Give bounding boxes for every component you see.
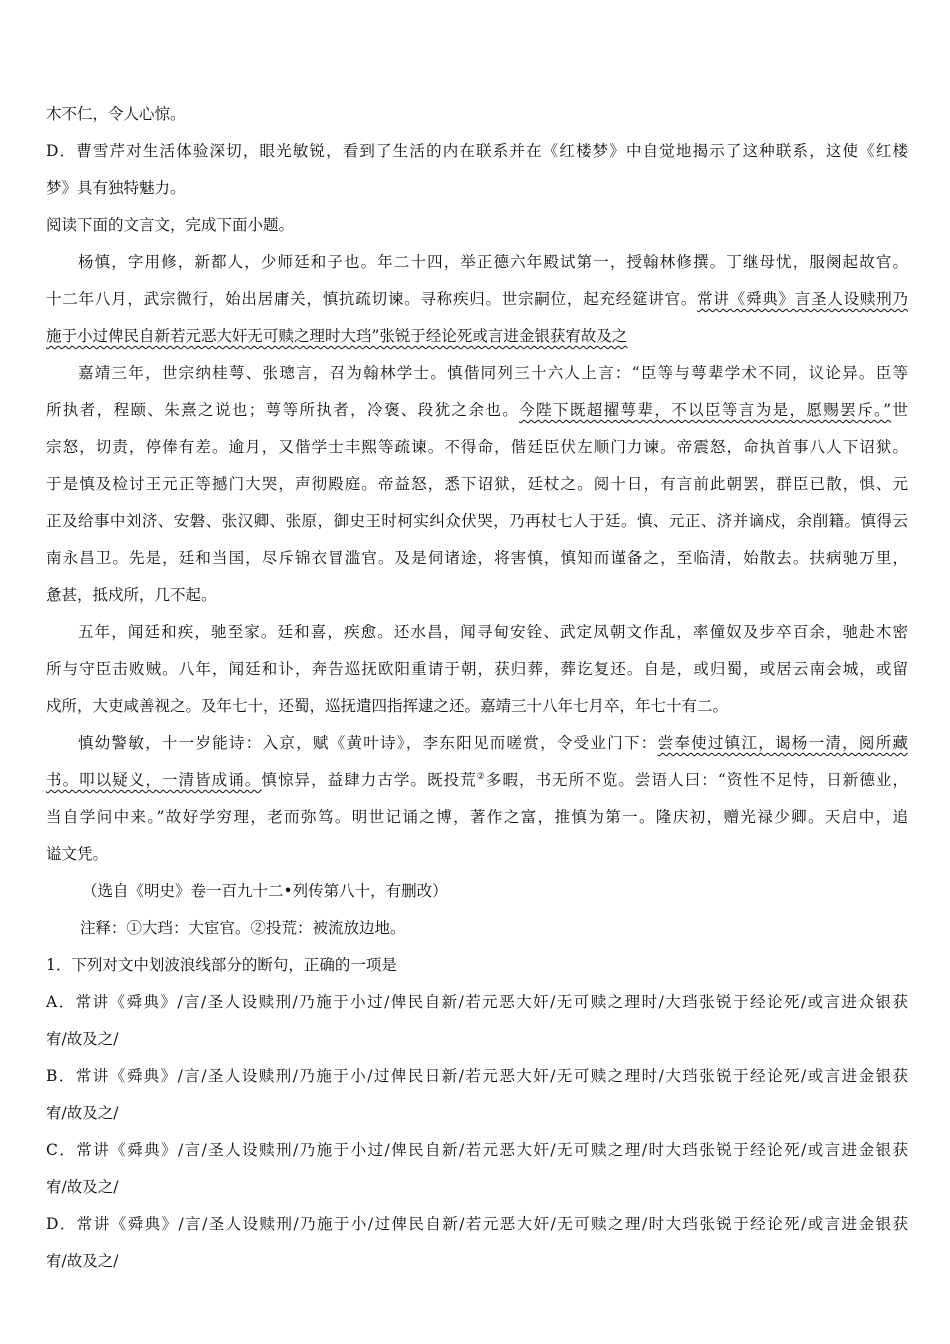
wavy-underlined-text: 书。叩以疑义，一清皆成诵。	[46, 771, 262, 789]
passage-text: 慎惊异，益肆力古学。既投荒	[261, 771, 477, 789]
reading-instruction: 阅读下面的文言文，完成下面小题。	[46, 216, 295, 234]
passage-paragraph-4	[46, 725, 908, 873]
footnotes: 注释：①大珰：大宦官。②投荒：被流放边地。	[80, 919, 406, 937]
passage-paragraph-2	[46, 355, 908, 614]
passage-line: 南永昌卫。先是，廷和当国，尽斥锦衣冒滥官。及是伺诸途，将害慎，慎知而谨备之，至临清，始散去。扶病驰万里，	[46, 549, 908, 567]
passage-line: 当自学问中来。”故好学穷理，老而弥笃。明世记诵之博，著作之富，推慎为第一。隆庆初，赠光禄少卿。天启中，追	[46, 808, 908, 826]
prev-option-c-tail: 木不仁，令人心惊。	[46, 105, 186, 123]
passage-line	[46, 318, 908, 355]
answer-option-c	[46, 1132, 908, 1206]
passage-line: 嘉靖三年，世宗纳桂萼、张璁言，召为翰林学士。慎偕同列三十六人上言：“臣等与萼辈学术不同，议论异。臣等	[78, 364, 908, 382]
passage-paragraph-3	[46, 614, 908, 725]
passage-text: 慎幼警敏，十一岁能诗：入京，赋《黄叶诗》，李东阳见而嗟赏，令受业门下：	[78, 734, 658, 752]
passage-line: 谥文凭。	[46, 845, 109, 863]
passage-line: 于是慎及检讨王元正等撼门大哭，声彻殿庭。帝益怒，悉下诏狱，廷杖之。阅十日，有言前此朝罢，群臣已散，惧、元	[46, 475, 908, 493]
answer-option-b	[46, 1058, 908, 1132]
option-line: 宥/故及之/	[46, 1252, 119, 1270]
footnote-marker: ②	[476, 772, 486, 782]
option-line: D．常讲《舜典》/言/圣人设赎刑/乃施于小/过俾民自新/若元恶大奸/无可赎之理/时大珰张锐于经论死/或言进金银获	[46, 1215, 908, 1233]
document-page	[46, 96, 908, 1280]
wavy-underlined-text: 今陛下既超擢萼辈，不以臣等言为是，愿赐罢斥。”	[519, 401, 892, 419]
option-line: 宥/故及之/	[46, 1104, 119, 1122]
option-line: B．常讲《舜典》/言/圣人设赎刑/乃施于小/过俾民日新/若元恶大奸/无可赎之理时/大珰张锐于经论死/或言进金银获	[46, 1067, 908, 1085]
answer-option-d	[46, 1206, 908, 1280]
passage-text: 所执者，程颐、朱熹之说也；萼等所执者，冷褒、段犹之余也。	[46, 401, 520, 419]
passage-line	[46, 281, 908, 318]
passage-line: 正及给事中刘济、安磐、张汉卿、张原，御史王时柯实纠众伏哭，乃再杖七人于廷。慎、元正、济并谪戍，余削籍。慎得云	[46, 512, 908, 530]
passage-text: 世	[891, 401, 908, 419]
passage-line: 宗怒，切责，停俸有差。逾月，又偕学士丰熙等疏谏。不得命，偕廷臣伏左顺门力谏。帝震怒，命执首事八人下诏狱。	[46, 438, 908, 456]
wavy-underlined-text: 施于小过俾民自新若元恶大奸无可赎之理时大珰”张锐于经论死或言进金银获宥故及之	[46, 327, 628, 345]
prev-option-d-line-1: D．曹雪芹对生活体验深切，眼光敏锐，看到了生活的内在联系并在《红楼梦》中自觉地揭示了这种联系，这使《红楼	[46, 142, 908, 160]
passage-line: 惫甚，抵戍所，几不起。	[46, 586, 217, 604]
passage-line	[46, 762, 908, 799]
wavy-underlined-text: 常讲《舜典》言圣人设赎刑乃	[697, 290, 908, 308]
option-line: 宥/故及之/	[46, 1030, 119, 1048]
passage-text: 多暇，书无所不览。尝语人曰：“资性不足恃，日新德业，	[485, 771, 908, 789]
option-line: 宥/故及之/	[46, 1178, 119, 1196]
option-line: C．常讲《舜典》/言/圣人设赎刑/乃施于小过/俾民自新/若元恶大奸/无可赎之理/时大珰张锐于经论死/或言进金银获	[46, 1141, 908, 1159]
passage-line	[46, 392, 908, 429]
passage-line	[46, 725, 908, 762]
prev-option-d-line-2: 梦》具有独特魅力。	[46, 179, 186, 197]
passage-paragraph-1	[46, 244, 908, 355]
passage-line: 五年，闻廷和疾，驰至家。廷和喜，疾愈。还水昌，闻寻甸安铨、武定凤朝文作乱，率僮奴及步卒百余，驰赴木密	[78, 623, 908, 641]
answer-option-a	[46, 984, 908, 1058]
passage-line: 戍所，大吏咸善视之。及年七十，还蜀，巡抚遣四指挥逮之还。嘉靖三十八年七月卒，年七十有二。	[46, 697, 729, 715]
passage-text: 十二年八月，武宗微行，始出居庸关，慎抗疏切谏。寻称疾归。世宗嗣位，起充经筵讲官。	[46, 290, 698, 308]
wavy-underlined-text: 尝奉使过镇江，谒杨一清，阅所藏	[657, 734, 908, 752]
passage-source: （选自《明史》卷一百九十二•列传第八十，有删改）	[82, 882, 448, 900]
question-stem: 1．下列对文中划波浪线部分的断句，正确的一项是	[46, 956, 397, 974]
passage-line: 所与守臣击败贼。八年，闻廷和讣，奔告巡抚欧阳重请于朝，获归葬，葬讫复还。自是，或归蜀，或居云南会城，或留	[46, 660, 908, 678]
option-line: A．常讲《舜典》/言/圣人设赎刑/乃施于小过/俾民自新/若元恶大奸/无可赎之理时/大珰张锐于经论死/或言进众银获	[46, 993, 908, 1011]
passage-line: 杨慎，字用修，新都人，少师廷和子也。年二十四，举正德六年殿试第一，授翰林修撰。丁继母忧，服阕起故官。	[78, 253, 908, 271]
